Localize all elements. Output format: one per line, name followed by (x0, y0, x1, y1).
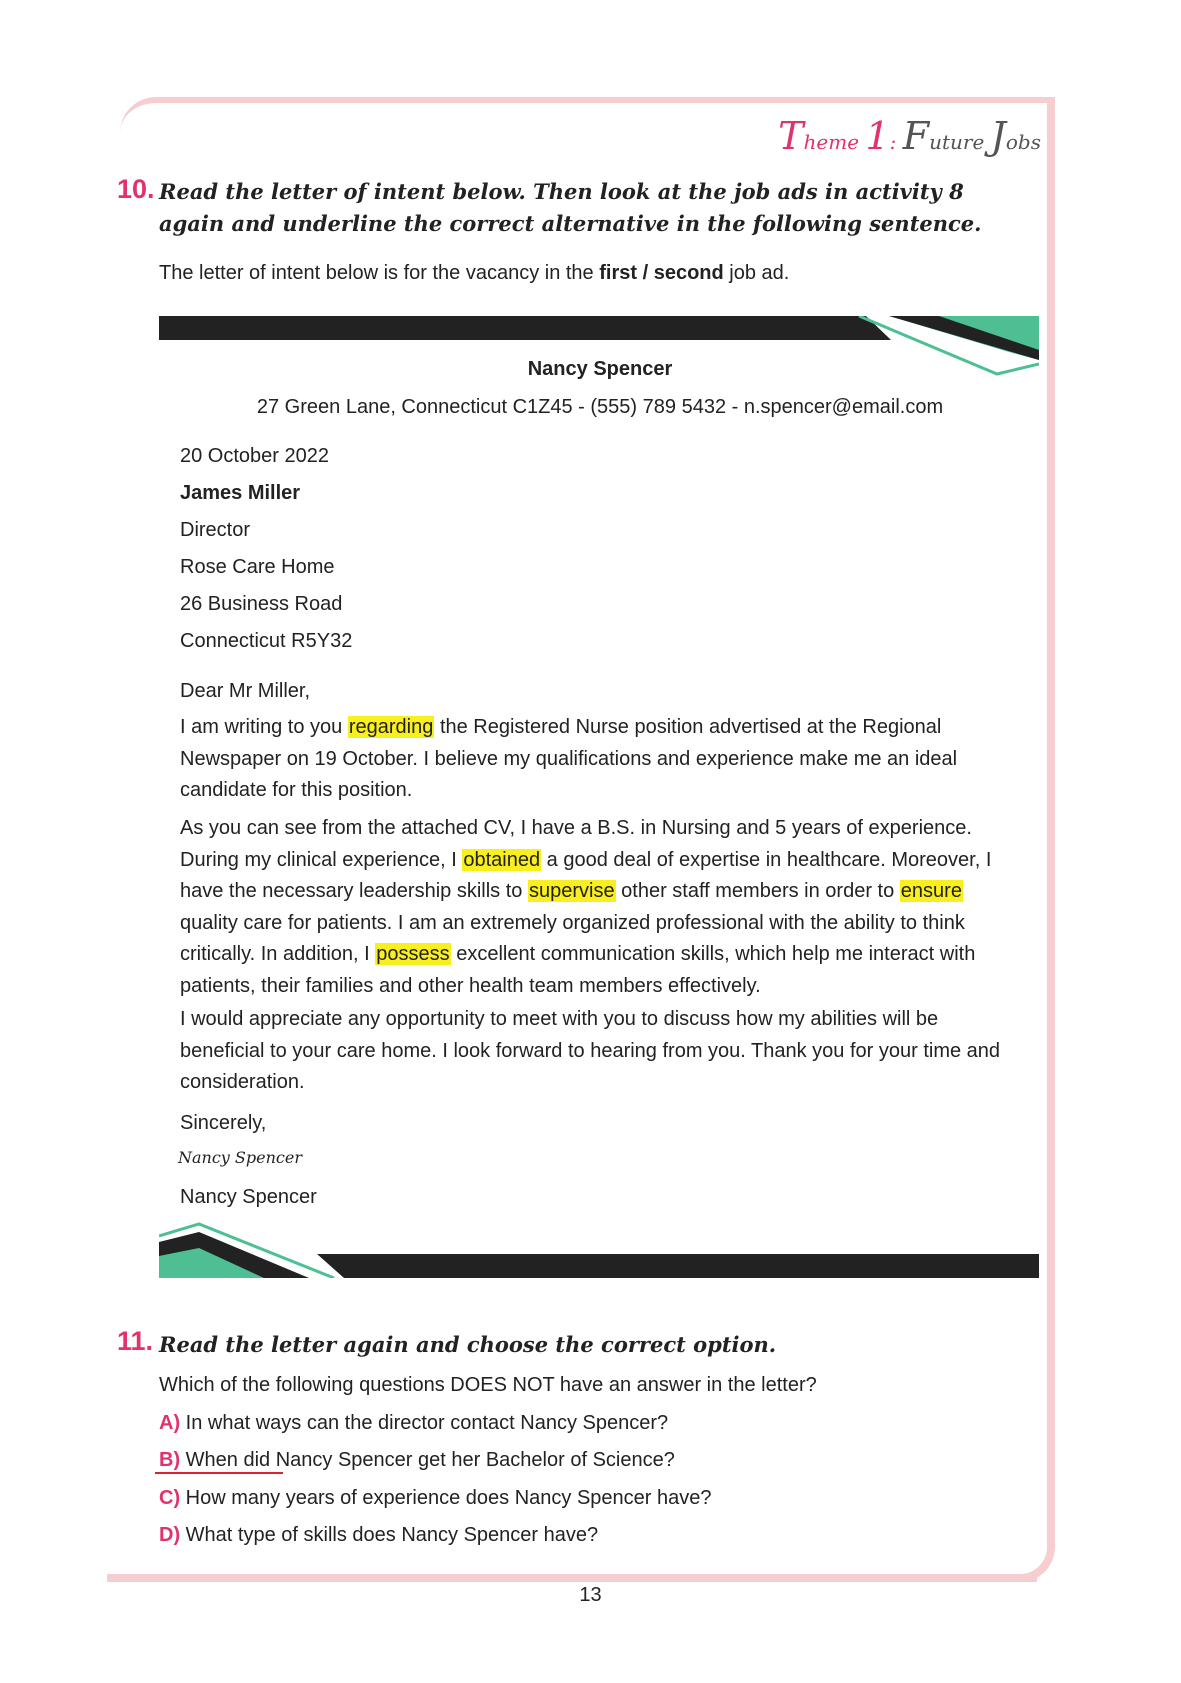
highlight-supervise: supervise (528, 880, 615, 902)
option-c[interactable]: C) How many years of experience does Nancy Spencer have? (159, 1487, 712, 1509)
question-number-10: 10. (117, 174, 155, 204)
letter-paragraph-2: As you can see from the attached CV, I have a B.S. in Nursing and 5 years of experience. During my clinical experience, I obtained a good deal of expertise in healthcare. Moreover, I have the necessary leadership skills to supervise other staff members in order to ensure quality care for patients. I am an extremely organized professional with the ability to think critically. In addition, I possess excellent communication skills, which help me interact with patients, their families and other health team members effectively. (180, 817, 992, 997)
letter-paragraph-1: I am writing to you regarding the Registered Nurse position advertised at the Regional Newspaper on 19 October. I believe my qualifications and experience make me an ideal candidate for this position. (180, 716, 958, 801)
theme-header: Theme 1: Future Jobs (778, 114, 1041, 158)
letter-bottom-band (159, 1216, 1039, 1278)
first-second-choice[interactable]: first / second (599, 262, 724, 284)
letter-date: 20 October 2022 (180, 445, 329, 467)
recipient-city: Connecticut R5Y32 (180, 630, 353, 652)
recipient-org: Rose Care Home (180, 556, 335, 578)
option-a[interactable]: A) In what ways can the director contact Nancy Spencer? (159, 1412, 669, 1434)
question-10-sentence: The letter of intent below is for the vacancy in the first / second job ad. (159, 262, 790, 284)
question-11-prompt: Which of the following questions DOES NOT have an answer in the letter? (159, 1374, 817, 1396)
letter-paragraph-3: I would appreciate any opportunity to meet with you to discuss how my abilities will be beneficial to your care home. I look forward to hearing from you. Thank you for your time and consideration. (180, 1008, 1001, 1093)
recipient-title: Director (180, 519, 251, 541)
recipient-street: 26 Business Road (180, 593, 343, 615)
signed-name: Nancy Spencer (180, 1186, 317, 1208)
question-10-instruction: Read the letter of intent below. Then look at the job ads in activity 8 again and underline the correct alternative in the following sentence. (159, 179, 982, 236)
salutation: Dear Mr Miller, (180, 680, 311, 702)
page-number: 13 (579, 1584, 602, 1606)
handwritten-signature: Nancy Spencer (178, 1148, 302, 1167)
sender-address: 27 Green Lane, Connecticut C1Z45 - (555) 789 5432 - n.spencer@email.com (256, 396, 944, 418)
option-b[interactable]: B) When did Nancy Spencer get her Bachelor of Science? (159, 1449, 675, 1471)
highlight-possess: possess (376, 943, 450, 965)
closing: Sincerely, (180, 1112, 267, 1134)
highlight-obtained: obtained (463, 848, 541, 871)
page-frame-bottom (107, 1574, 1037, 1582)
question-11-instruction: Read the letter again and choose the correct option. (159, 1332, 777, 1357)
question-number-11: 11. (117, 1326, 154, 1356)
recipient-name: James Miller (180, 482, 301, 504)
highlight-regarding: regarding (348, 716, 434, 738)
highlight-ensure: ensure (900, 880, 962, 902)
option-d[interactable]: D) What type of skills does Nancy Spencer have? (159, 1524, 599, 1546)
pen-underline-mark (155, 1472, 283, 1474)
sender-name: Nancy Spencer (527, 358, 673, 380)
